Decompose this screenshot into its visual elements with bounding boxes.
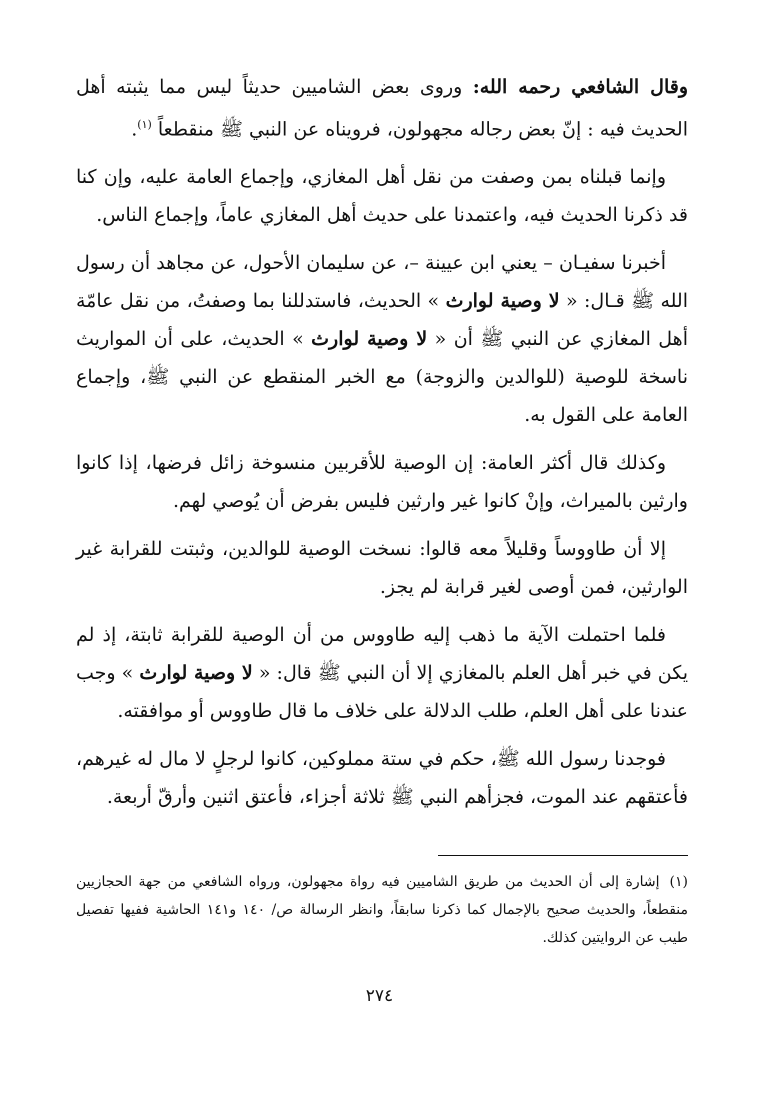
- paragraph-4: وكذلك قال أكثر العامة: إن الوصية للأقربين منسوخة زائل فرضها، إذا كانوا وارثين بالميراث، وإنْ كانوا غير وارثين فليس بفرض أن يُوصي لهم.: [76, 452, 688, 513]
- footnote: [76, 868, 688, 952]
- paragraph-5: إلا أن طاووساً وقليلاً معه قالوا: نسخت الوصية للوالدين، وثبتت للقرابة غير الوارثين، فمن أوصى لغير قرابة لم يجز.: [76, 538, 688, 599]
- footnote-number: (١): [669, 874, 688, 890]
- paragraph-6: [76, 616, 688, 730]
- paragraph-3-part-1: أخبرنا سفيـان – يعني ابن عيينة –، عن سليمان الأحول، عن مجاهد أن رسول الله ﷺ قـال: «: [76, 252, 688, 313]
- paragraph-1: [76, 68, 688, 148]
- main-text: [76, 68, 688, 826]
- paragraph-3-part-3: » الحديث، على أن المواريث ناسخة للوصية (للوالدين والزوجة) مع الخبر المنقطع عن النبي ﷺ، وإجماع العامة على القول به.: [76, 328, 688, 427]
- paragraph-3: [76, 244, 688, 434]
- paragraph-2: وإنما قبلناه بمن وصفت من نقل أهل المغازي، وإجماع العامة عليه، وإن كنا قد ذكرنا الحديث فيه، واعتمدنا على حديث أهل المغازي عاماً، وإجماع الناس.: [76, 166, 688, 227]
- hadith-quote-1: لا وصية لوارث: [445, 290, 560, 313]
- hadith-quote-3: لا وصية لوارث: [139, 662, 253, 685]
- paragraph-7: فوجدنا رسول الله ﷺ، حكم في ستة مملوكين، كانوا لرجلٍ لا مال له غيرهم، فأعتقهم عند الموت، فجزأهم النبي ﷺ ثلاثة أجزاء، فأعتق اثنين وأرقّ أربعة.: [76, 748, 688, 809]
- paragraph-1-end: .: [131, 118, 138, 141]
- hadith-quote-2: لا وصية لوارث: [311, 328, 428, 351]
- paragraph-1-text: وروى بعض الشاميين حديثاً ليس مما يثبته أهل الحديث فيه : إنّ بعض رجاله مجهولون، فرويناه عن النبي ﷺ منقطعاً: [76, 76, 688, 141]
- footnote-text: إشارة إلى أن الحديث من طريق الشاميين فيه رواة مجهولون، ورواه الشافعي من جهة الحجازيين منقطعاً، والحديث صحيح بالإجمال كما ذكرنا سابقاً، وانظر الرسالة ص/ ١٤٠ و١٤١ الحاشية ففيها تفصيل طيب عن الروايتين كذلك.: [76, 874, 689, 946]
- paragraph-6-part-2: » وجب عندنا على أهل العلم، طلب الدلالة على خلاف ما قال طاووس أو موافقته.: [76, 662, 688, 723]
- paragraph-1-lead: وقال الشافعي رحمه الله:: [472, 76, 688, 98]
- footnote-divider: [438, 855, 688, 856]
- footnote-reference[interactable]: (١): [137, 118, 152, 131]
- paragraph-3-part-2: » الحديث، فاستدللنا بما وصفتُ، من نقل عامّة أهل المغازي عن النبي ﷺ أن «: [76, 290, 688, 351]
- paragraph-6-part-1: فلما احتملت الآية ما ذهب إليه طاووس من أن الوصية للقرابة ثابتة، إذ لم يكن في خبر أهل العلم بالمغازي إلا أن النبي ﷺ قال: «: [76, 624, 688, 685]
- page-number: ٢٧٤: [365, 986, 394, 1006]
